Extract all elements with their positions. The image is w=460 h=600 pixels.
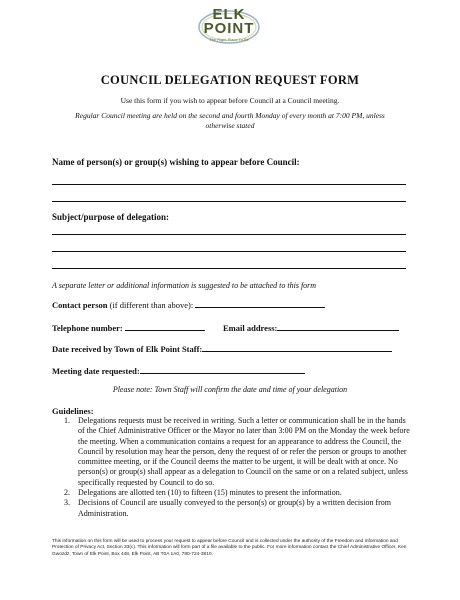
contact-person-qualifier: (if different than above): (107, 300, 194, 310)
guideline-number: 1. (64, 416, 70, 425)
telephone-row (52, 322, 205, 333)
guideline-number: 2. (64, 488, 70, 498)
email-label: Email address: (223, 323, 278, 333)
guideline-item (52, 498, 412, 519)
email-row (223, 322, 399, 333)
date-received-field[interactable] (202, 343, 392, 352)
name-answer-line-1[interactable] (52, 184, 406, 185)
guideline-text: Delegations are allotted ten (10) to fifteen (15) minutes to present the information. (78, 488, 342, 498)
subject-answer-line-3[interactable] (52, 268, 406, 269)
date-received-label: Date received by Town of Elk Point Staff: (52, 344, 203, 354)
subject-answer-line-1[interactable] (52, 234, 406, 235)
guideline-number: 3. (64, 498, 70, 508)
meeting-schedule-note: Regular Council meeting are held on the second and fourth Monday of every month at 7:00 PM, unless otherwise stated (75, 111, 385, 130)
guideline-text: Delegations requests must be received in writing. Such a letter or communication shall be in the hands of the Chief Administrative Officer or the Mayor no later than 3:00 PM on the Monday the week before the meeting. When a communication contains a request for an appearance to address the Council, the Council by resolution may hear the person, deny the request of or refer the person or groups to another committee meeting, or if the Council deems the matter to be urgent, it will be dealt with at once. No person(s) or group(s) shall appear as a delegation to Council on the same or on a related subject, unless specifically requested by Council to do so. (78, 416, 410, 487)
logo-tagline: The Right Place To Be (209, 37, 249, 42)
guideline-text: Decisions of Council are usually conveyed to the person(s) or group(s) by a written decision from Administration. (78, 498, 392, 518)
subject-question-label: Subject/purpose of delegation: (52, 212, 169, 222)
guidelines-heading: Guidelines: (52, 406, 94, 416)
form-title: COUNCIL DELEGATION REQUEST FORM (100, 73, 360, 87)
contact-person-label: Contact person (52, 300, 108, 310)
telephone-field[interactable] (125, 322, 205, 331)
contact-person-field[interactable] (195, 299, 325, 308)
logo-name: ELK POINT (203, 6, 255, 37)
attachment-note: A separate letter or additional information is suggested to be attached to this form (52, 281, 317, 290)
telephone-label: Telephone number: (52, 323, 123, 333)
contact-person-row (52, 299, 325, 310)
meeting-date-field[interactable] (140, 365, 305, 374)
name-question-label: Name of person(s) or group(s) wishing to appear before Council: (52, 157, 300, 167)
name-answer-line-2[interactable] (52, 201, 406, 202)
subject-answer-line-2[interactable] (52, 251, 406, 252)
meeting-date-label: Meeting date requested: (52, 366, 140, 376)
guideline-item (52, 416, 412, 488)
email-field[interactable] (277, 322, 399, 331)
meeting-date-row (52, 365, 305, 376)
form-intro: Use this form if you wish to appear before Council at a Council meeting. (120, 96, 340, 105)
guidelines-list (52, 416, 412, 519)
date-received-row (52, 343, 392, 354)
guideline-item (52, 488, 412, 498)
confirmation-note: Please note: Town Staff will confirm the date and time of your delegation (112, 385, 348, 394)
town-logo (193, 6, 265, 48)
privacy-footer: This information on this form will be used to process your request to appear before Council and is collected under the authority of the Freedom and Information and Protection of Privacy Act, Section 33(c). This information will form part of a file available to the public. For more information contact the Chief Administrative Officer, Ken Gwozdz, Town of Elk Point, Box 448, Elk Point, AB T0A 1A0, 780-724-3810. (52, 539, 407, 557)
